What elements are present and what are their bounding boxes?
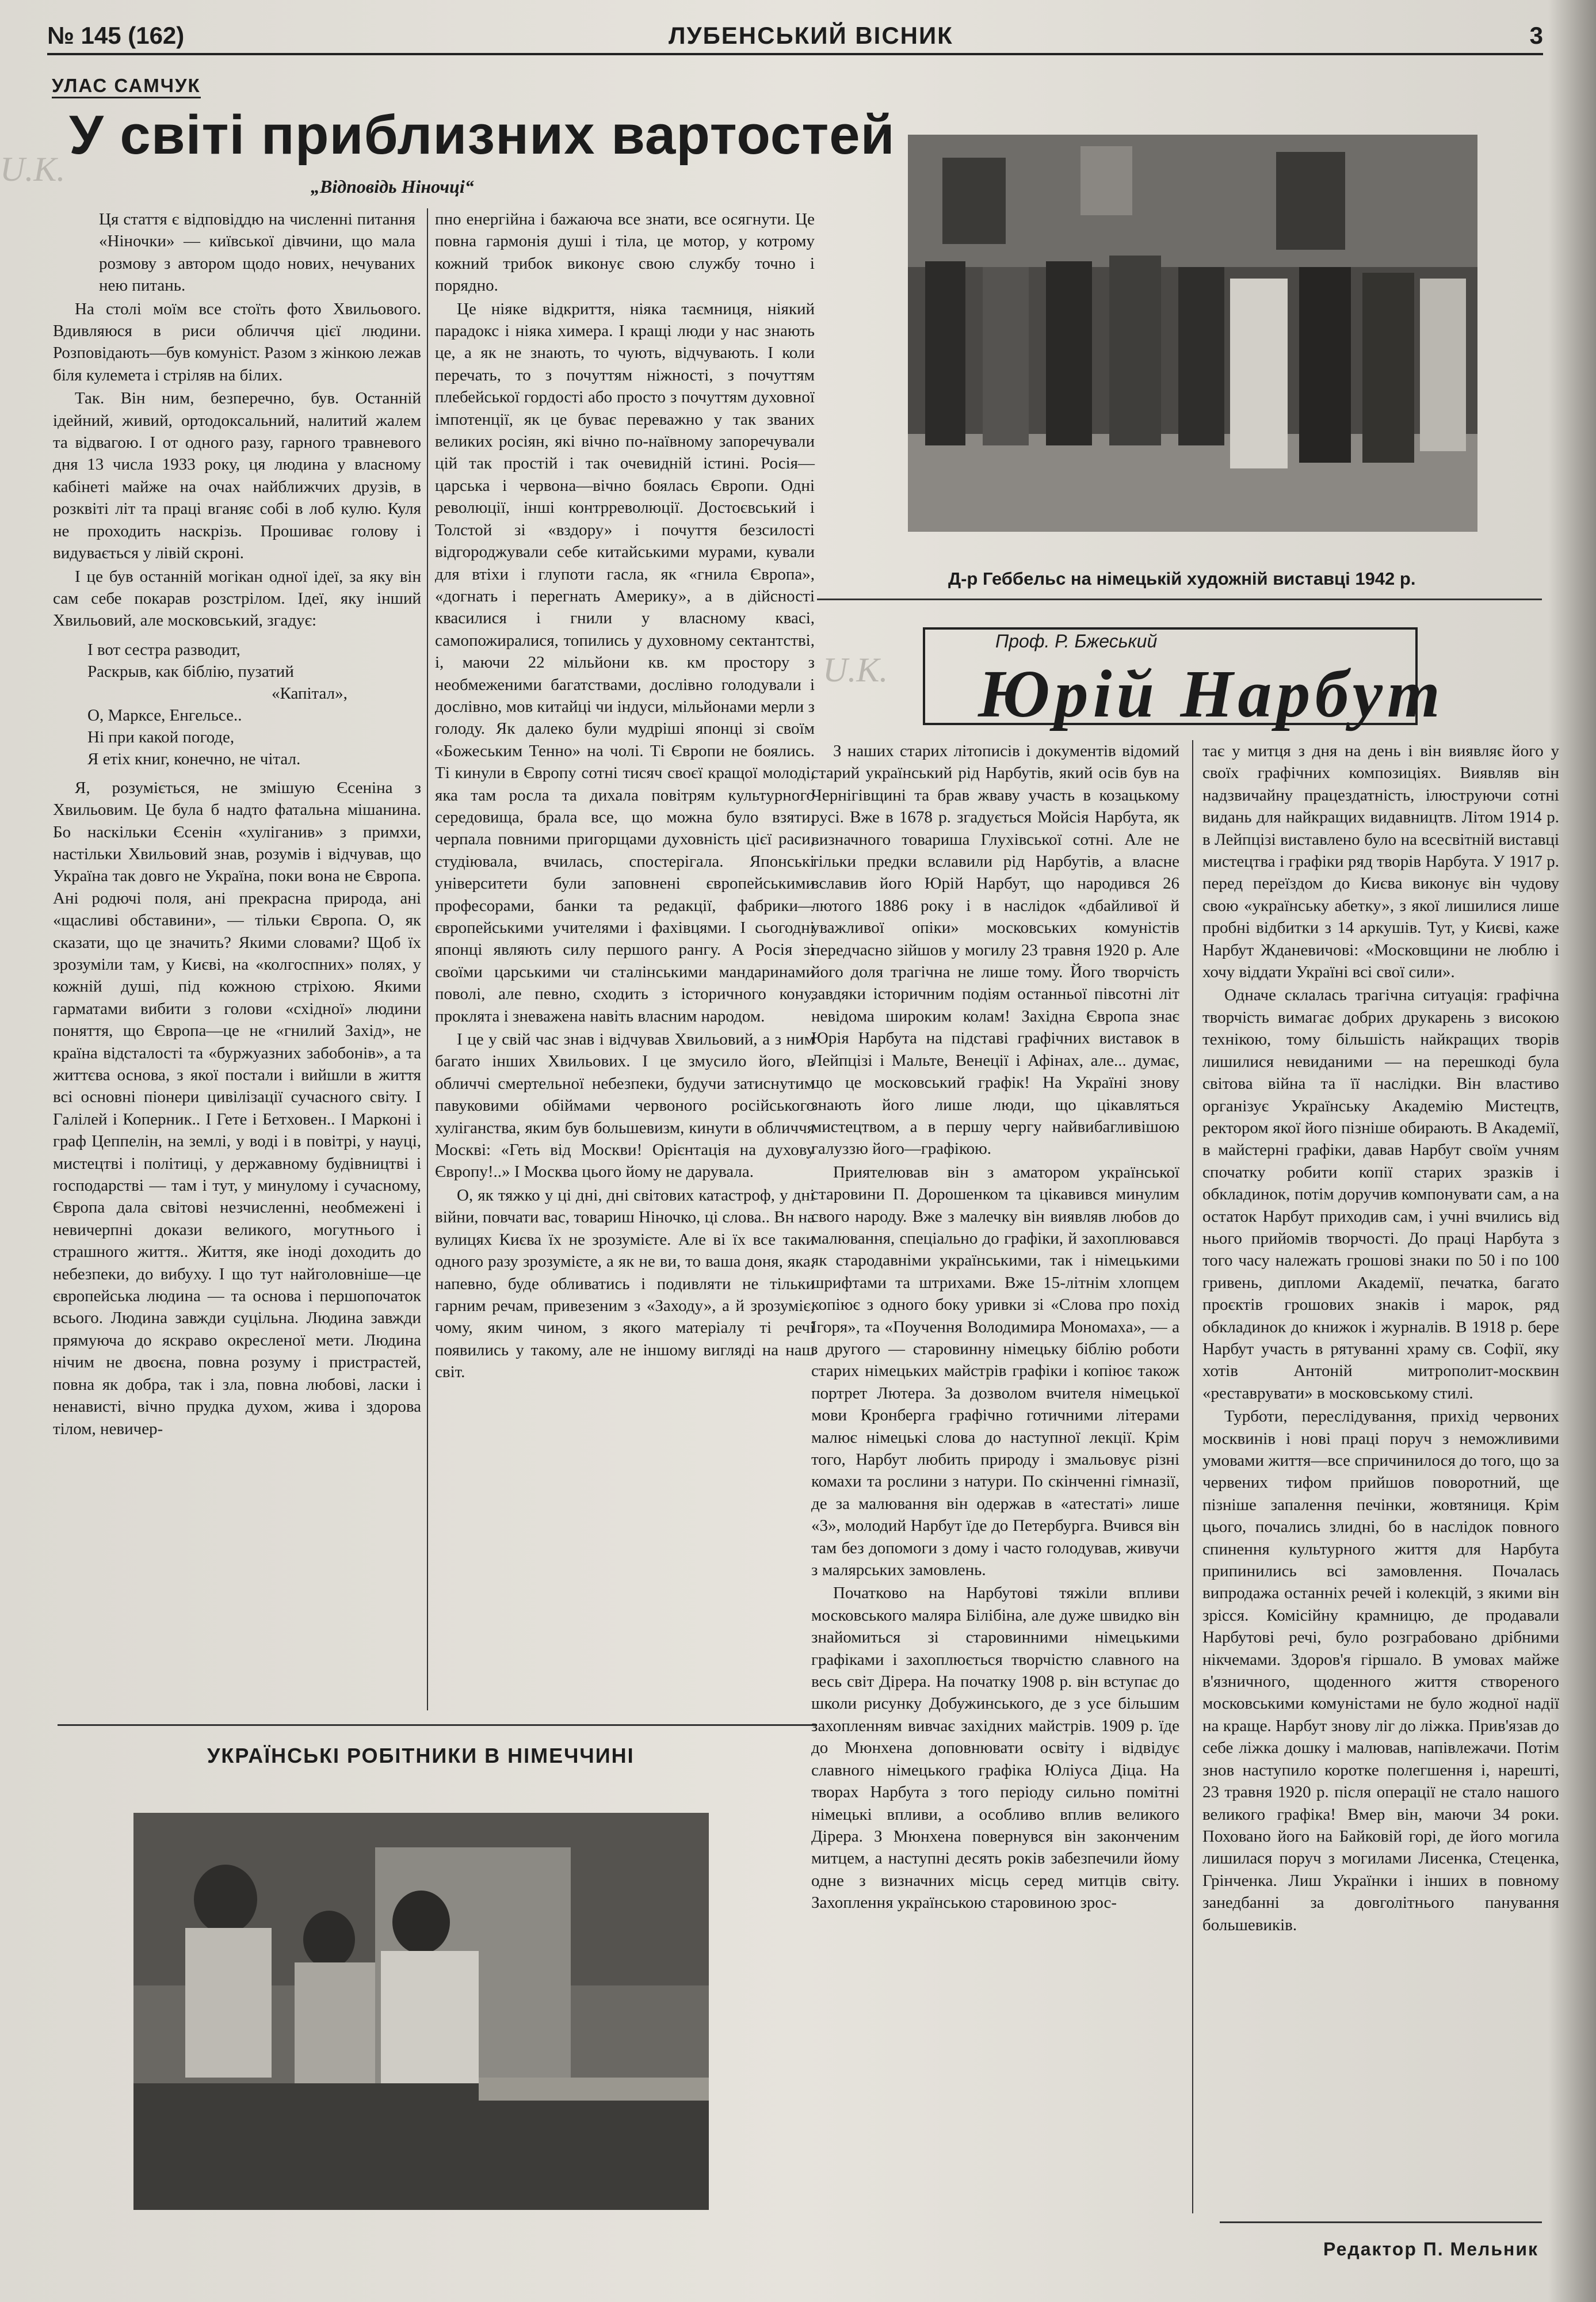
- article-headline: У світі приблизних вартостей: [69, 104, 895, 166]
- article1-column-1: [53, 208, 421, 1441]
- poem-quote: [53, 639, 421, 770]
- section-divider: [58, 1724, 817, 1726]
- paragraph: Одначе склалась трагічна ситуація: графічна творчість вимагає добрих друкарень з високою технікою, тому більшість найкращих творів лишилися невиданими — на перешкоді була світова війна та її наслідки. Він властиво організує Українську Академію Мистецтв, ректором якої його пізніше обирають. В Академії, в майстерні графіки, давав Нарбут своїм учням спочатку робити копії старих зразків і обкладинок, потім доручив компонувати сам, а на остаток Нарбут приходив сам, і учні вчились від нього прийомів творчості. До праці Нарбута з того часу належать грошові знаки по 50 і по 100 гривень, дипломи Академії, печатка, багато проєктів грошових знаків і марок, ряд обкладинок до книжок і журналів. В 1918 р. бере Нарбут участь в рятуванні храму св. Софії, яку хотів Антоній митрополит-москвин «реставрувати» в московському стилі.: [1202, 986, 1559, 1402]
- paragraph: О, як тяжко у ці дні, дні світових катастроф, у дні війни, повчати вас, товариш Ніночко, ці слова.. Вн на вулицях Києва їх не зрозумієте. Але ві їх все таки одного разу зрозумієте, а як не ви, то ваша доня, яка, напевно, буде обливатись і подивляти не тільки гарним речам, привезеним з «Заходу», а й зрозуміє, чому, яким чином, з якого матеріалу ті речі появились у такому, але не іншому вигляді на наш світ.: [435, 1186, 815, 1382]
- article-intro: Ця стаття є відповіддю на численні питання «Ніночки» — київської дівчини, що мала розмову з автором щодо нових, нечуваних нею питань.: [99, 210, 415, 295]
- poem-line: І вот сестра разводит,: [87, 640, 240, 659]
- masthead: [47, 17, 1543, 55]
- exhibition-photo-image: [908, 135, 1477, 532]
- workers-photo: [133, 1813, 709, 2210]
- article-author: УЛАС САМЧУК: [52, 75, 201, 98]
- paragraph: На столі моїм все стоїть фото Хвильового. Вдивляюся в риси обличчя цієї людини. Розповідають—був комуніст. Разом з жінкою лежав біля кулемета і стріляв на білих.: [53, 299, 421, 384]
- page-number: 3: [1529, 22, 1543, 49]
- poem-line: «Капітал»,: [272, 684, 348, 703]
- poem-line: Ні при какой погоде,: [87, 727, 235, 746]
- paragraph: Турботи, переслідування, прихід червоних москвинів і нові праці поруч з неможливими умовами життя—все спричинилося до того, що за червених тифом прийшов поворотний, ще пізніше запалення печінки, жовтяниця. Крім цього, почались злидні, бо в наслідок повного спинення культурного життя для Нарбута припинились всі замовлення. Почалась випродажа останніх речей і колекцій, з якими він зрісся. Комісійну крамницю, де продавали Нарбутові речі, було розграбовано дрібними нікчемами. Здоров'я гіршало. В умовах майже в'язничного, щоденного життя створеного московськими комуністами не було жодної надії на краще. Нарбут знову ліг до ліжка. Прив'язав до себе ліжка дошку і малював, напівлежачи. Потім знов наступило коротке полегшення і, нарешті, 23 травня 1920 р. після операції не стало нашого великого графіка! Вмер він, маючи 34 роки. Поховано його на Байковій горі, де його могила лишилася поруч з могилами Лисенка, Стеценка, Грінченка. Лиш Українки і інших в повному занедбанні за довголітнього панування большевиків.: [1202, 1407, 1559, 1934]
- paragraph: Я, розуміється, не змішую Єсеніна з Хвильовим. Це була б надто фатальна мішанина. Бо наскільки Єсенін «хуліганив» з примхи, настільки Хвильовий знав, розумів і відчував, що Україна так довго не Україна, поки вона не Європа. Ані родючі поля, ані прекрасна природа, ані «щасливі обставини», — тільки Європа. О, як сказати, що це значить? Якими словами? Щоб їх зрозуміли там, у Києві, на «колгоспних» полях, у кожній душі, під кожною стріхою. Якими гарматами вибити з голови «східної» людини поняття, що Європа—це не «гнилий Захід», не країна відсталості та «буржуазних забобонів», а та життєва основа, з якої постали і вийшли в життя всі основні піонери цивілізації сучасного світу. І Галілей і Коперник.. І Гете і Бетховен.. І Марконі і граф Цеппелін, на землі, у воді і в повітрі, у науці, мистецтві і політиці, у державному будівництві і господарстві — там і тут, у минулому і сучасному, Європа дала світові незчисленні, необмежені і невичерпні докази великого, могутнього і страшного життя.. Життя, яке іноді доходить до небезпеки, до вибуху. І що тут найголовніше—це європейська людина — та основа і першопочаток всього. Людина завжди суцільна. Людина завжди прямуюча до яскраво окресленої мети. Людина нічим не двоєна, повна розуму і пристрастей, повна як добра, так і зла, повна любові, ласки і ненависті, вічно прудка духом, жива і здорова тілом, невичер-: [53, 778, 421, 1438]
- paragraph: пно енергійна і бажаюча все знати, все осягнути. Це повна гармонія душі і тіла, це мотор, у котрому кожний трибок виконує свою службу точно і порядно.: [435, 210, 815, 295]
- article2-column-1: [811, 740, 1179, 1915]
- stamp-mark: U.K.: [0, 150, 66, 188]
- column-divider: [1192, 740, 1193, 2213]
- paragraph: І це у свій час знав і відчував Хвильовий, а з ним багато інших Хвильових. І це змусило його, в обличчі смертельної небезпеки, будучи затиснутим павуковими обіймами червоного російського хуліганства, яким був большевизм, кинути в обличчя Москві: «Геть від Москви! Орієнтація на духову Європу!..» І Москва цього йому не дарувала.: [435, 1030, 815, 1182]
- article-subtitle: „Відповідь Ніночці“: [311, 176, 474, 197]
- article-headline: Юрій Нарбут: [978, 656, 1445, 731]
- workers-photo-image: [133, 1813, 709, 2210]
- paragraph: Це ніяке відкриття, ніяка таємниця, ніякий парадокс і ніяка химера. І кращі люди у нас знають це, а як не знають, то чують, відчувають. І коли перечать, то з почуттям ніжності, з почуттям плебейської гордості або просто з почуттям духовної імпотенції, як це буває переважно у так званих великих росіян, які вічно по-наївному запоречували цій так простій і так очевидній істині. Росія—царська і червона—вічно боялась Європи. Одні революції, інші контрреволюції. Достоєвський і Толстой зі «вздору» і почуття безсилості відгороджували себе китайськими мурами, кували для втіхи і глупоти гасла, як «гнила Європа», «догнать і перегнать Америку», а в дійсності квасилися і гнили у власному квасі, самопожиралися, топились у духовному сектантстві, і, маючи 22 мільйони кв. км простору з необмеженими багатствами, дослівно голодували і дослівно, мов китайці чи індуси, мільйонами мерли з голоду. Як далеко були мудріші японці зі своїм «Божеським Тенно» на чолі. Ті Європи не боялись. Ті кинули в Європу сотні тисяч своєї кращої молоді, яка там росла та дихала повітрям культурного середовища, брала все, що можна було взяти, черпала повними пригорщами духовність цієї раси, студіювала, вчилась, спостерігала. Японські університети були заповнені європейськими професорами, банки та редакції, фабрики—європейськими учителями і фахівцями. І сьогодні японці являють силу першого рангу. А Росія зі своїми царськими чи сталінськими мандаринами поволі, але певно, сходить з історичного кону, проклята і зневажена навіть власним народом.: [435, 299, 815, 1026]
- editor-credit: Редактор П. Мельник: [1323, 2239, 1538, 2259]
- paragraph: І це був останній могікан одної ідеї, за яку він сам себе покарав розстрілом. Ідеї, яку інший Хвильовий, але московський, згадує:: [53, 567, 421, 630]
- goebbels-photo: [908, 135, 1477, 532]
- photo-caption: Д-р Геббельс на німецькій художній виставці 1942 р.: [948, 569, 1416, 589]
- paragraph: Приятелював він з аматором української старовини П. Дорошенком та цікавився минулим свого народу. Вже з малечку він виявляв любов до малювання, спеціально до графіки, й захоплювався як стародавніми українськими, так і німецькими шрифтами та штрихами. Вже 15-літнім хлопцем копіює з одного боку уривки зі «Слова про похід Ігоря», та «Поучення Володимира Мономаха», — а з другого — старовинну німецьку біблію роботи старих німецьких майстрів графіки і копіює також портрет Лютера. За дозволом вчителя німецької мови Кронберга графічно готичними літерами малює німецькі слова до наступної лекції. Крім того, Нарбут любить природу і змальовує різні комахи та рослини з натури. По скінченні гімназії, де за малювання він одержав в «атестаті» лише «3», молодий Нарбут їде до Петербурга. Вчився він там без допомоги з дому і часто голодував, живучи з малярських замовлень.: [811, 1163, 1179, 1580]
- article2-column-2: [1202, 740, 1559, 1937]
- poem-line: Я етіх книг, конечно, не чітал.: [87, 749, 301, 768]
- poem-line: Раскрыв, как біблію, пузатий: [87, 662, 294, 681]
- article1-column-2: [435, 208, 815, 1385]
- paragraph: З наших старих літописів і документів відомий старий український рід Нарбутів, який осів був на Чернігівщині та брав жваву участь в козацькому русі. Вже в 1678 р. згадується Мойсія Нарбута, як визначного товариша Глухівської сотні. Але не тільки предки вславили рід Нарбутів, а власне вславив його Юрій Нарбут, що народився 26 лютого 1886 року і в наслідок «дбайливої й уважливої опіки» московських комуністів передчасно зійшов у могилу 23 травня 1920 р. Але його доля трагічна не лише тому. Його творчість завдяки історичним подіям останньої півсотні літ невідома широким колам! Західна Європа знає Юрія Нарбута на підставі графічних виставок в Лейпцізі і Мальте, Венеції і Афінах, але... думає, що це московський графік! На Україні знову знають його лише люди, що цікавляться мистецтвом, а в першу чергу найвибагливішою галуззю його—графікою.: [811, 742, 1179, 1158]
- section-divider: [817, 599, 1542, 600]
- paper-title: ЛУБЕНСЬКИЙ ВІСНИК: [669, 22, 953, 49]
- paragraph: Початково на Нарбутові тяжіли впливи московського маляра Білібіна, але дуже швидко він знайомиться зі старовинними німецькими графіками і захоплюється творчістю славного на весь світ Дірера. На початку 1908 р. він вступає до школи рисунку Добужинського, де з усе більшим захопленням вивчає західних майстрів. 1909 р. їде до Мюнхена доповнювати освіту і відвідує славного німецького графіка Юліуса Діца. На творах Нарбута з того періоду сильно помітні німецькі впливи, а особливо вплив великого Дірера. З Мюнхена повернувся він законченим митцем, а наступні десять років забезпечили йому одне з визначних місць серед митців світу. Захоплення українською старовиною зрос-: [811, 1584, 1179, 1912]
- stamp-mark: U.K.: [823, 651, 888, 689]
- paragraph: тає у митця з дня на день і він виявляє його у своїх графічних композиціях. Виявляв він надзвичайну працездатність, ілюструючи сотні видань для найкращих видавництв. Літом 1914 р. в Лейпцізі виставлено було на всесвітній виставці мистецтва і графіки ряд творів Нарбута. У 1917 р. перед переїздом до Києва виконує він чудову свою «українську абетку», з якої лишилися лише пробні відбитки з 14 аркушів. Тут, у Києві, каже Нарбут Жданевичові: «Московщини не люблю і хочу віддати Україні всі свої сили».: [1202, 742, 1559, 982]
- issue-number: № 145 (162): [47, 22, 185, 49]
- paragraph: Так. Він ним, безперечно, був. Останній ідейний, живий, ортодоксальний, налитий жалем та відвагою. І от одного разу, гарного травневого дня 13 числа 1933 року, ця людина у власному кабінеті майже на очах найближчих друзів, в розквіті літ та праці вганяє собі в лоб кулю. Куля не проходить наскрізь. Прошиває голову і видувається у лівій скроні.: [53, 389, 421, 563]
- column-divider: [427, 208, 428, 1710]
- footer-rule: [1220, 2221, 1542, 2223]
- article-author: Проф. Р. Бжеський: [995, 631, 1158, 651]
- poem-line: О, Марксе, Енгельсе..: [87, 706, 242, 725]
- photo-section-title: УКРАЇНСЬКІ РОБІТНИКИ В НІМЕЧЧИНІ: [207, 1744, 635, 1767]
